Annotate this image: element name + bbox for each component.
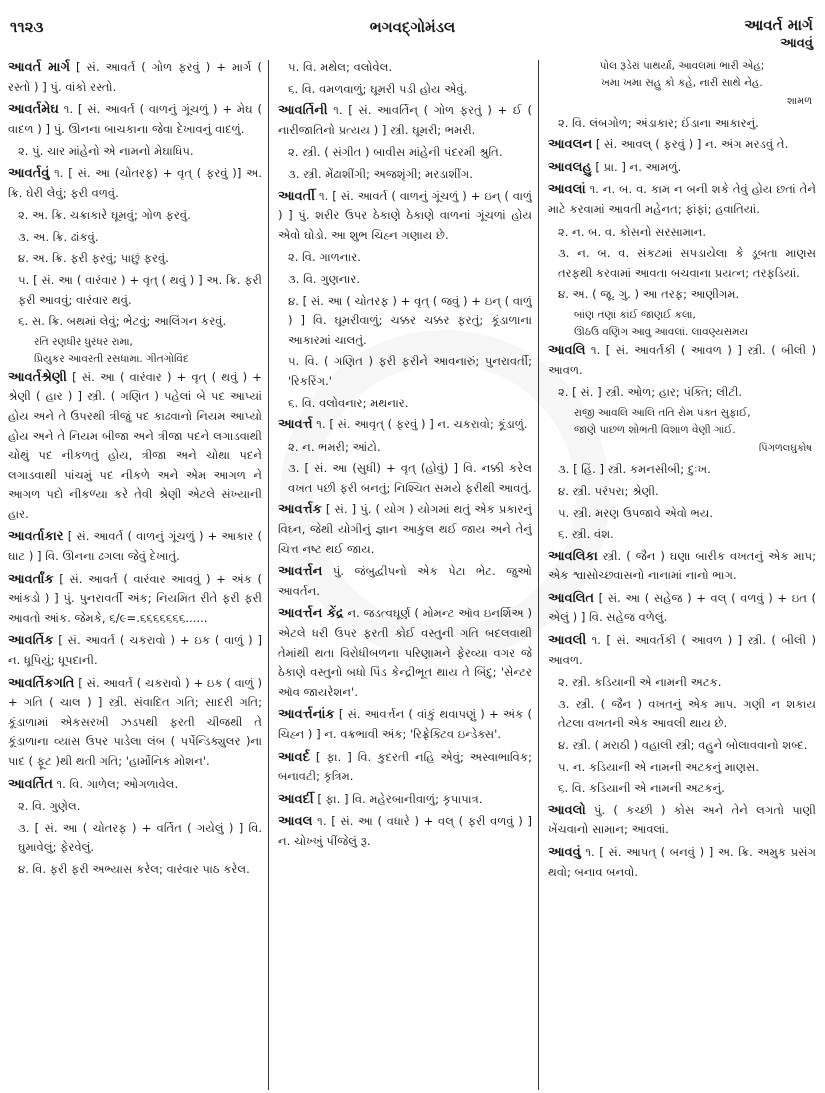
- dictionary-entry: [8, 58, 262, 97]
- definition-sense: ૪. વિ. ફરી ફરી અભ્યાસ કરેલ; વારંવાર પાઠ કરેલ.: [18, 861, 250, 876]
- headword: આવર્તાંક: [8, 571, 54, 587]
- quotation-source: શામળ: [786, 96, 812, 107]
- definition-sense: ૪. સ્ત્રી. પરંપરા; શ્રેણી.: [558, 483, 659, 498]
- definition-sense: ૨. અ. ક્રિ. ચક્રાકારે ઘૂમવું; ગોળ ફરવું.: [18, 208, 191, 223]
- definition-text: ૧. [ સં. આવૃત્ ( ફરવું ) ] ન. ચકરાવો; કૂંડાળું.: [316, 417, 528, 432]
- definition-sense: ૩. સ્ત્રી. ( જૈન ) વખતનું એક માપ. ગણી ન શકાય તેટલા વખતની એક આવલી થાય છે.: [558, 696, 816, 731]
- headword: આવર્તિકગતિ: [8, 675, 75, 691]
- definition-text: [ સં. આવર્ત્તન ( વાંકું થવાપણું ) + અંક ( ચિહ્ન ) ] ન. વક્રભાવી અંક; 'રિફ્રેક્ટિવ ઇન્ડેક્સ'.: [278, 707, 532, 741]
- headword: આવલ: [278, 814, 313, 830]
- page-title: ભગવદ્ગોમંડલ: [369, 18, 456, 36]
- headword: આવર્દી: [278, 791, 314, 807]
- headword: આવલાં: [548, 182, 586, 198]
- definition-sense: ૩. [ સં. આ (સુધી) + વૃત્ (હોવું) ] વિ. નક્કી કરેલ વખત પછી ફરી બનતું; નિશ્ચિત સમયે ફરીથી આવતું.: [288, 461, 532, 495]
- dictionary-entry: [278, 790, 532, 810]
- definition-sense: ૨. વિ. ગુણેલ.: [18, 799, 81, 814]
- dictionary-entry: [8, 527, 262, 566]
- definition-text: ૧. [ સં. આવર્તિન્ ( ગોળ ફરતું ) + ઈ ( નારીજાતિનો પ્રત્યય ) ] સ્ત્રી. ઘૂમરી; ભમરી.: [278, 103, 532, 137]
- dictionary-entry: [278, 101, 532, 140]
- headword: આવર્તશ્રેણી: [8, 369, 67, 385]
- dictionary-entry: [548, 547, 816, 586]
- headword: આવલી: [548, 633, 587, 649]
- dictionary-entry: [548, 341, 816, 380]
- dictionary-entry: [8, 164, 262, 203]
- dictionary-entry: [8, 368, 262, 525]
- definition-sense: ૪. અ. ( જૂ. ગુ. ) આ તરફ; આણીગમ.: [558, 287, 740, 302]
- definition-text: ૧. [ સં. આ (ચોતરફ) + વૃત્ ( ફરવું )] અ. ક્રિ. ઘેરી લેવું; ફરી વળવું.: [8, 165, 262, 200]
- definition-sense: ૨. ન. બ. વ. કોસનો સરસામાન.: [558, 224, 707, 239]
- definition-text: [ પ્રા. ] ન. આમળું.: [595, 159, 682, 174]
- quotation-verse: પોલ રૂડેરાં પાથર્યાં, આવલમાં ભારી એહ;: [599, 60, 765, 72]
- headword: આવર્ત્તનાંક: [278, 707, 335, 723]
- definition-sense: ૨. ન. ભમરી; આંટો.: [288, 439, 381, 454]
- headword: આવર્તિક: [8, 633, 54, 649]
- headword: આવલો: [548, 802, 586, 818]
- headword: આવર્ત્ત: [278, 417, 313, 433]
- definition-text: [ સં. આવર્ત ( ચકરાવો ) + ઇક ( વાળું ) ] ન. ધૂપિયું; ધૂપદાની.: [8, 633, 262, 668]
- definition-text: પું. ( કચ્છી ) કોસ અને તેને લગતો પાણી ખેંચવાનો સામાન; આવલાં.: [548, 802, 816, 837]
- definition-text: [ સં. આવર્ત ( વારંવાર આવવું ) + અંક ( આંકડો ) ] પું. પુનરાવર્તી અંક; નિયમિત રીતે ફરી ફરી આવતો આંક. જેમકે, ૬/૯=.૬૬૬૬૬૬૬......: [8, 571, 262, 625]
- definition-sense: ૩. સ્ત્રી. મેંઢાશીંગી; અજશૃંગી; મરડાશીંગ.: [288, 166, 473, 181]
- definition-sense: ૨. સ્ત્રી. કડિયાની એ નામની અટક.: [558, 675, 722, 690]
- dictionary-entry: [548, 158, 816, 178]
- definition-sense: ૫. વિ. ( ગણિત ) ફરી ફરીને આવનારું; પુનરાવર્તી; 'રિકરિંગ.': [288, 354, 532, 388]
- definition-text: [ સં. આ ( વારંવાર ) + વૃત્ ( થવું ) + શ્રેણી ( હાર ) ] સ્ત્રી. ( ગણિત ) પહેલાં બે પદ આપ્યાં હોય અને તે ઉપરથી ત્રીજું પદ કાઢવાનો નિયમ આપ્યો હોય અને તે નિયમ બીજા અને ત્રીજા પદને લગાડવાથી ચોથું પદ નીકળતું હોય, ત્રીજા અને ચોથા પદને લગાડવાથી પાંચમું પદ નીકળે અને એમ આગળ ને આગળ પદો નીકળ્યા કરે તેવી શ્રેણી એટલે સંખ્યાની હાર.: [8, 369, 262, 521]
- definition-sense: ૪. અ. ક્રિ. ફરી ફરવું; પાછું ફરવું.: [18, 251, 169, 266]
- definition-sense: ૬. સ. ક્રિ. બથમાં લેવું; ભેટવું; આલિંગન કરવું.: [18, 314, 227, 329]
- definition-sense: ૩. [ હિં. ] સ્ત્રી. કમનસીબી; દુઃખ.: [558, 462, 711, 477]
- definition-sense: ૨. [ સં. ] સ્ત્રી. ઓળ; હાર; પંક્તિ; લીટી.: [558, 385, 743, 400]
- definition-sense: ૬. વિ. કડિયાની એ નામની અટકનું.: [558, 781, 725, 796]
- dictionary-entry: [278, 500, 532, 559]
- dictionary-entry: [278, 812, 532, 851]
- headword: આવલિ: [548, 342, 586, 358]
- definition-text: [ સં. આ ( સહેજ ) + વલ્ ( વળવું ) + ઇત ( એલું ) ] વિ. સહેજ વળેલું.: [548, 590, 816, 625]
- column-1: [8, 58, 262, 1088]
- quotation-source: પિંગળલઘુકોષ: [758, 442, 812, 454]
- definition-sense: ૩. ન. બ. વ. સંકટમાં સપડાયેલા કે ડૂબતા માણસ તરફથી કરવામાં આવતા બચવાના પ્રયત્ન; તરફડિયાં.: [558, 246, 816, 280]
- quotation-verse: ઊઠઉ વણિગ આવુ આવલાં. લાવણ્યસમય: [574, 325, 749, 338]
- definition-sense: ૫. ન. કડિયાની એ નામની અટકનું માણસ.: [558, 759, 760, 774]
- headword: આવર્તમેઘ: [8, 102, 59, 118]
- definition-sense: ૪. [ સં. આ ( ચોતરફ ) + વૃત્ ( જવું ) + ઇન્ ( વાળું ) ] વિ. ઘૂમરીવાળું; ચક્કર ચક્કર ફરતું; કૂંડાળાના આકારમાં ચાલતું.: [288, 293, 532, 347]
- dictionary-entry: [278, 705, 532, 744]
- definition-sense: ૫. [ સં. આ ( વારંવાર ) + વૃત્ ( થવું ) ] અ. ક્રિ. ફરી ફરી આવવું; વારંવાર થવું.: [18, 272, 262, 307]
- definition-sense: ૩. [ સં. આ ( ચોતરફ ) + વર્તિત ( ગયેલું ) ] વિ. ઘુમાવેલું; ફેરવેલું.: [18, 820, 262, 855]
- dictionary-entry: [548, 801, 816, 840]
- quotation-verse: પ્રિયુકર આવરતી રસધામા. ગીતગોવિંદ: [34, 352, 189, 365]
- definition-text: [ સં. આવલ્ ( ફરવું ) ] ન. અંગ મરડવું તે.: [595, 137, 789, 152]
- dictionary-entry: [548, 631, 816, 670]
- definition-text: [ સં. આવર્ત ( ગોળ ફરવું ) + માર્ગ ( રસ્તો ) ] પું. વાંકો રસ્તો.: [8, 60, 262, 94]
- dictionary-entry: [278, 748, 532, 787]
- dictionary-entry: [278, 604, 532, 702]
- definition-sense: ૫. વિ. મથેલ; વલોવેલ.: [288, 60, 393, 74]
- definition-sense: ૬. વિ. વમળવાળું; ઘૂમરી પડી હોય એવું.: [288, 81, 468, 96]
- headword: આવવું: [548, 845, 581, 860]
- column-2: [278, 58, 532, 1088]
- guide-word-first: આવર્ત માર્ગ: [744, 16, 813, 34]
- dictionary-entry: [548, 135, 816, 155]
- headword: આવર્તી: [278, 188, 315, 204]
- definition-text: ૧. [ સં. આપત્ ( બનવું ) ] અ. ક્રિ. અમુક પ્રસંગ થવો; બનાવ બનવો.: [548, 845, 816, 879]
- headword: આવર્તવું: [8, 165, 50, 181]
- headword: આવલહુ: [548, 159, 592, 175]
- definition-text: ૧. [ સં. આવર્તકી ( આવળ ) ] સ્ત્રી. ( બીલી ) આવળ.: [548, 633, 816, 667]
- definition-sense: ૫. સ્ત્રી. મરણ ઉપજાવે એવો ભય.: [558, 505, 714, 520]
- definition-text: ૧. [ સં. આવર્ત ( વાળનું ગૂંચળું ) + મેઘ ( વાદળ ) ] પું. ઊનના બાચકાના જેવા દેખાવનું વાદળું.: [8, 102, 262, 136]
- quotation-verse: બાંણ તણાં કાંઈ જાણઈ કલા,: [574, 308, 696, 321]
- headword: આવર્તિની: [278, 103, 328, 119]
- headword: આવલિકા: [548, 548, 598, 564]
- dictionary-entry: [548, 843, 816, 882]
- definition-text: ૧. [ સં. આ ( વધારે ) + વલ્ ( ફરી વળવું ) ] ન. ચોખ્ખું પીંજેલું રૂ.: [278, 814, 532, 848]
- dictionary-entry: [278, 562, 532, 601]
- definition-text: ૧. [ સં. આવર્ત ( વાળનું ગૂંચળું ) + ઇન્ ( વાળું ) ] પું. શરીર ઉપર ઠેકાણે ઠેકાણે વાળનાં ગૂંચળાં હોય એવો ઘોડો. આ શુભ ચિહ્ન ગણાય છે.: [278, 188, 532, 242]
- headword: આવર્ત્તન: [278, 564, 323, 580]
- definition-text: ૧. [ સં. આવર્તકી ( આવળ ) ] સ્ત્રી. ( બીલી ) આવળ.: [548, 342, 816, 377]
- headword: આવર્દ: [278, 749, 310, 765]
- column-divider: [268, 60, 269, 1090]
- definition-sense: ૩. વિ. ગુણનાર.: [288, 271, 361, 286]
- quotation-verse: રતિ રણધીર ધુરંધર રામા,: [34, 335, 133, 348]
- definition-sense: ૬. સ્ત્રી. વંશ.: [558, 527, 614, 542]
- dictionary-entry: [548, 589, 816, 628]
- definition-sense: ૨. સ્ત્રી. ( સંગીત ) બાવીસ માંહેની પંદરમી શ્રુતિ.: [288, 145, 503, 160]
- definition-sense: ૨. વિ. ગાળનાર.: [288, 250, 361, 265]
- definition-text: [ સં. આવર્ત ( વાળનું ગૂંચળું ) + આકાર ( ઘાટ ) ] વિ. ઊનના ઢગલા જેવું દેખાતું.: [8, 529, 262, 564]
- headword: આવર્ત્તન કેંદ્ર: [278, 606, 344, 622]
- dictionary-entry: [548, 180, 816, 219]
- headword: આવર્ત્તક: [278, 502, 322, 518]
- headword: આવલિત: [548, 590, 595, 606]
- quotation-verse: રાજી આવલિ આલિ તતિ રોમ પંક્ત સુફાઈ,: [574, 406, 751, 419]
- dictionary-entry: [8, 570, 262, 629]
- headword: આવલન: [548, 137, 593, 153]
- headword: આવર્તિત: [8, 776, 53, 792]
- column-divider: [538, 60, 539, 1090]
- definition-text: ૧. ન. બ. વ. કામ ન બની શકે તેવું હોય છતાં તેને માટે કરવામાં આવતી મહેનત; ફાંફાં; હવાતિયાં.: [548, 182, 816, 216]
- dictionary-entry: [8, 775, 262, 795]
- column-3: [548, 58, 816, 1088]
- definition-text: [ ફા. ] વિ. કુદરતી નહિ એવું; અસ્વાભાવિક; બનાવટી; કૃત્રિમ.: [278, 749, 532, 784]
- quotation-verse: જાણે પાછળ શોભતી વિશાળ વેણી ગાંઈ.: [574, 423, 736, 436]
- dictionary-entry: [278, 187, 532, 246]
- definition-text: [ ફા. ] વિ. મહેરબાનીવાળું; કૃપાપાત્ર.: [317, 791, 483, 806]
- definition-text: સ્ત્રી. ( જૈન ) ઘણા બારીક વખતનું એક માપ; એક શ્વાસોચ્છ્વાસનો નાનામાં નાનો ભાગ.: [548, 548, 816, 583]
- dictionary-entry: [8, 100, 262, 139]
- definition-sense: ૩. અ. ક્રિ. ઢાંકવું.: [18, 229, 99, 244]
- guide-word-last: આવવું: [780, 36, 813, 51]
- headword: આવર્તાકાર: [8, 529, 64, 545]
- quotation-verse: ખમા ખમા સહુ કો કહે, નારી સાથે નેહ.: [601, 77, 763, 89]
- page-header: [0, 8, 825, 52]
- definition-text: ન. જડત્વઘૂર્ણ ( મોમન્ટ ઑવ ઇનર્શિઅ ) એટલે ધરી ઉપર ફરતી કોઈ વસ્તુની ગતિ બદલવાથી તેમાંથી થતા વિરોધીબળના પરિણામને ફેરવ્યા વગર જે ઠેકાણે વસ્તુનો બધો પિંડ કેન્દ્રીભૂત થાય તે બિંદુ; 'સેન્ટર ઑવ જાયરેશન'.: [278, 606, 532, 699]
- definition-sense: ૨. વિ. લંબગોળ; અંડાકાર; ઈંડાના આકારનું.: [558, 115, 759, 130]
- page-number: ૧૧૨૩: [10, 18, 44, 36]
- dictionary-entry: [8, 631, 262, 670]
- definition-text: [ સં. ] પું. ( યોગ ) યોગમાં થતું એક પ્રકારનું વિઘ્ન, જેથી યોગીનું જ્ઞાન આકુલ થઈ જાય અને તેનું ચિત્ત નષ્ટ થઈ જાય.: [278, 502, 532, 556]
- definition-sense: ૬. વિ. વલોવનાર; મથનાર.: [288, 395, 409, 410]
- definition-text: પું. જંબુદ્વીપનો એક પેટા ભેટ. જુઓ આવર્તન.: [278, 564, 532, 598]
- definition-sense: ૨. પું. ચાર માંહેનો એ નામનો મેઘાધિપ.: [18, 144, 194, 159]
- definition-text: [ સં. આવર્ત ( ચકરાવો ) + ઇક ( વાળું ) + ગતિ ( ચાલ ) ] સ્ત્રી. સંવાદિત ગતિ; સાદરી ગતિ; કૂંડાળામાં એકસરખી ઝડપથી ફરતી ચીજથી તે કૂંડાળાના વ્યાસ ઉપર પાડેલા લંબ ( પર્પેન્ડિક્યુલર )ના પાદ ( ફૂટ )થી થતી ગતિ; 'હાર્મોનિક મોશન'.: [8, 675, 262, 768]
- dictionary-entry: [8, 674, 262, 772]
- definition-text: ૧. વિ. ગાળેલ; ઓગળાવેલ.: [56, 776, 179, 791]
- headword: આવર્ત માર્ગ: [8, 60, 70, 75]
- dictionary-entry: [278, 415, 532, 435]
- definition-sense: ૪. સ્ત્રી. ( મરાઠી ) વહાલી સ્ત્રી; વહુને બોલાવવાનો શબ્દ.: [558, 738, 808, 753]
